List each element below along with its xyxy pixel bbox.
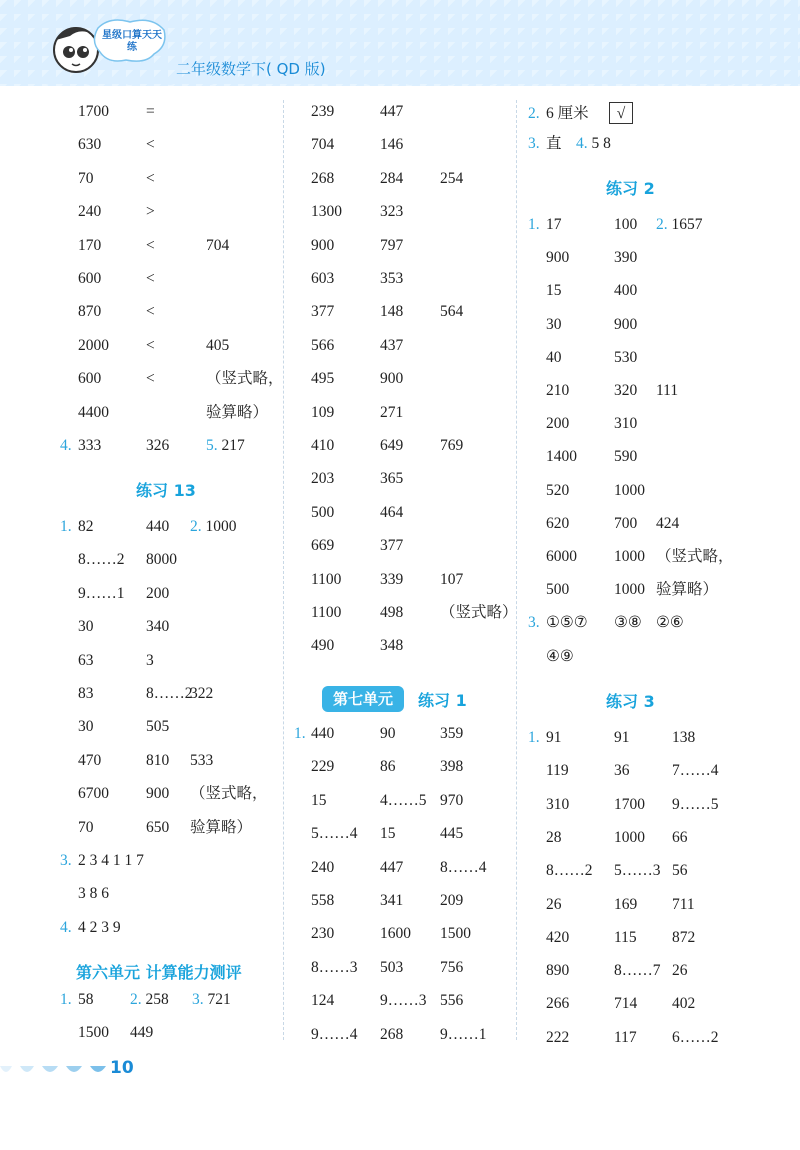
answer-cell: 440 <box>311 725 335 742</box>
answer-cell: 109 <box>311 403 335 421</box>
answer-cell: 9……5 <box>672 795 719 813</box>
answer-cell: 339 <box>380 570 404 588</box>
answer-cell: 890 <box>546 962 570 980</box>
answer-cell: 6……2 <box>672 1028 719 1046</box>
answer-cell: 900 <box>614 315 638 333</box>
answer-cell: 340 <box>146 618 170 636</box>
answer-cell: 15 <box>546 282 562 300</box>
answer-cell: 590 <box>614 448 638 466</box>
answer-cell <box>206 434 245 458</box>
answer-cell: 66 <box>672 828 688 846</box>
answer-cell: 8……7 <box>614 962 661 980</box>
answer-cell: 28 <box>546 828 562 846</box>
answer-cell: 490 <box>311 637 335 655</box>
answer-cell: 239 <box>311 103 335 120</box>
answer-cell: 870 <box>78 303 102 321</box>
answer-cell: 17 <box>546 216 562 233</box>
answer-cell: 8……2 <box>546 862 593 880</box>
answer-cell: 222 <box>546 1028 570 1046</box>
answer-cell: < <box>146 370 155 388</box>
answer-cell: 398 <box>440 758 464 776</box>
answer-cell: 30 <box>546 315 562 333</box>
answer-cell: 1100 <box>311 570 342 588</box>
answer-cell: < <box>146 169 155 187</box>
answer-cell: √ <box>616 105 626 122</box>
question-number: 4. <box>576 135 588 152</box>
answer-cell: 500 <box>546 581 570 599</box>
question-number: 3. <box>192 991 204 1008</box>
answer-cell: 4 2 3 9 <box>78 918 121 936</box>
answer-cell: 170 <box>78 236 102 254</box>
answer-cell: 30 <box>78 718 94 736</box>
answer-cell: 603 <box>311 270 335 287</box>
answer-cell: 83 <box>78 685 94 702</box>
answer-cell: 377 <box>311 303 335 321</box>
answer-text: 217 <box>217 437 245 454</box>
answer-cell: 704 <box>311 136 335 154</box>
answer-cell: 348 <box>380 637 404 655</box>
question-number: 2. <box>190 518 202 535</box>
answer-cell: 970 <box>440 791 464 809</box>
answer-cell: 6 厘米 <box>546 105 589 122</box>
answer-cell: 1. <box>528 729 540 746</box>
answer-cell: 756 <box>440 958 464 976</box>
answer-cell: 26 <box>672 962 688 980</box>
answer-cell <box>576 132 611 156</box>
answer-text: 1000 <box>201 518 237 535</box>
answer-cell: 341 <box>380 892 404 909</box>
answer-cell: 505 <box>146 718 170 736</box>
answer-cell: 107 <box>440 570 464 588</box>
answer-cell: 229 <box>311 758 335 776</box>
answer-cell: 146 <box>380 136 404 154</box>
answer-cell: 1. <box>60 991 72 1008</box>
answer-cell: < <box>146 270 155 287</box>
answer-cell: 390 <box>614 249 638 267</box>
logo-text: 星级口算天天练 <box>102 30 162 53</box>
answer-cell: 240 <box>78 203 102 221</box>
answer-cell: 119 <box>546 762 569 780</box>
answer-cell: 1700 <box>614 795 645 813</box>
answer-cell: 1. <box>528 216 540 233</box>
answer-cell: 30 <box>78 618 94 636</box>
answer-text: 1657 <box>667 216 703 233</box>
answer-cell: < <box>146 236 155 254</box>
answer-cell: 769 <box>440 437 464 454</box>
column-divider-1 <box>283 100 284 1040</box>
answer-cell: 322 <box>190 685 214 702</box>
answer-cell: 405 <box>206 336 230 354</box>
answer-cell: 210 <box>546 382 570 399</box>
answer-cell: 203 <box>311 470 335 488</box>
answer-cell: 100 <box>614 216 638 233</box>
answer-cell: 310 <box>614 415 638 433</box>
answer-cell <box>130 988 169 1012</box>
answer-cell: ④⑨ <box>546 647 574 665</box>
answer-cell: 验算略） <box>656 581 719 599</box>
answer-cell: 200 <box>146 584 170 602</box>
answer-cell: 558 <box>311 892 335 909</box>
answer-cell: 284 <box>380 169 404 187</box>
unit-7-badge: 第七单元 <box>322 686 404 712</box>
answer-cell: 498 <box>380 604 404 621</box>
answer-cell: （竖式略， <box>656 548 734 565</box>
answer-cell: 323 <box>380 203 404 221</box>
answer-cell: 503 <box>380 958 404 976</box>
answer-cell: 91 <box>546 729 562 746</box>
answer-cell: 200 <box>546 415 570 433</box>
answer-cell: 36 <box>614 762 630 780</box>
answer-cell: 1500 <box>440 925 471 943</box>
answer-cell: 700 <box>614 514 638 532</box>
answer-cell: 1400 <box>546 448 577 466</box>
answer-cell: 230 <box>311 925 335 943</box>
answer-text: 258 <box>141 991 169 1008</box>
answer-cell: 630 <box>78 136 102 154</box>
answer-cell <box>192 988 231 1012</box>
answer-cell: 1700 <box>78 103 109 120</box>
answer-cell: 4400 <box>78 403 109 421</box>
answer-cell: 810 <box>146 751 170 769</box>
answer-cell <box>656 213 703 237</box>
answer-cell: 138 <box>672 729 696 746</box>
answer-cell: 56 <box>672 862 688 880</box>
answer-cell: 5……3 <box>614 862 661 880</box>
answer-cell: 495 <box>311 370 335 388</box>
answer-cell: 649 <box>380 437 404 454</box>
answer-cell: 900 <box>380 370 404 388</box>
answer-cell: 266 <box>546 995 570 1013</box>
answer-cell: 9……4 <box>311 1025 358 1043</box>
answer-cell: 268 <box>380 1025 404 1043</box>
answer-cell: （竖式略， <box>190 785 268 803</box>
page-number: 10 <box>110 1058 134 1078</box>
answer-cell: 620 <box>546 514 570 532</box>
answer-cell: > <box>146 203 155 221</box>
answer-cell: 254 <box>440 169 464 187</box>
answer-cell: 365 <box>380 470 404 488</box>
section-title-unit-6-test: 第六单元 计算能力测评 <box>76 963 242 982</box>
answer-cell: 556 <box>440 992 464 1010</box>
answer-cell: 63 <box>78 651 94 669</box>
answer-cell: 4. <box>60 437 72 454</box>
book-title: 二年级数学下( QD 版) <box>176 60 326 78</box>
answer-cell: 447 <box>380 103 404 120</box>
answer-cell: 333 <box>78 437 102 454</box>
answer-cell: 240 <box>311 858 335 876</box>
answer-cell: 8……3 <box>311 958 358 976</box>
answer-cell: 70 <box>78 169 94 187</box>
answer-cell: 90 <box>380 725 396 742</box>
answer-cell: 669 <box>311 537 335 555</box>
answer-cell: 直 <box>546 135 562 152</box>
answer-cell <box>190 515 237 539</box>
answer-cell: 326 <box>146 437 170 454</box>
answer-cell: 320 <box>614 382 638 399</box>
answer-cell: 3. <box>528 614 540 632</box>
answer-cell: 8……2 <box>146 685 193 702</box>
answer-cell: 3 <box>146 651 154 669</box>
answer-cell: 124 <box>311 992 335 1010</box>
answer-cell: 1000 <box>614 481 645 499</box>
answer-cell: 449 <box>130 1024 154 1042</box>
answer-cell: 711 <box>672 895 695 913</box>
answer-cell: 268 <box>311 169 335 187</box>
answer-cell: 520 <box>546 481 570 499</box>
answer-cell: （竖式略， <box>206 370 284 388</box>
answer-cell: 445 <box>440 825 464 843</box>
answer-cell: 验算略） <box>190 818 253 836</box>
answer-cell: 600 <box>78 270 102 287</box>
section-title-exercise-2: 练习 2 <box>606 179 655 198</box>
answer-cell: 4. <box>60 918 72 936</box>
answer-cell: 566 <box>311 336 335 354</box>
answer-cell: 169 <box>614 895 638 913</box>
answer-cell: 704 <box>206 236 230 254</box>
answer-cell: 1000 <box>614 581 645 599</box>
answer-cell: 600 <box>78 370 102 388</box>
header-wave-border <box>0 78 800 94</box>
answer-cell: 650 <box>146 818 170 836</box>
answer-cell: 564 <box>440 303 464 321</box>
answer-cell: 40 <box>546 348 562 366</box>
answer-cell: 6000 <box>546 548 577 565</box>
answer-cell: 82 <box>78 518 94 535</box>
answer-cell: 420 <box>546 928 570 946</box>
answer-cell: 310 <box>546 795 570 813</box>
question-number: 5. <box>206 437 218 454</box>
answer-cell: 15 <box>380 825 396 843</box>
answer-cell: 4……5 <box>380 791 427 809</box>
answer-cell: 1000 <box>614 828 645 846</box>
answer-cell: 15 <box>311 791 327 809</box>
answer-cell: 447 <box>380 858 404 876</box>
answer-cell: 117 <box>614 1028 637 1046</box>
answer-cell: 900 <box>311 236 335 254</box>
column-divider-2 <box>516 100 517 1040</box>
answer-cell: 8……2 <box>78 551 125 569</box>
answer-cell: ①⑤⑦ <box>546 614 588 632</box>
answer-cell: 1. <box>294 725 306 742</box>
answer-cell: 111 <box>656 382 679 399</box>
answer-cell: 900 <box>146 785 170 803</box>
answer-cell: 872 <box>672 928 696 946</box>
answer-cell: 70 <box>78 818 94 836</box>
answer-cell: 26 <box>546 895 562 913</box>
answer-cell: 470 <box>78 751 102 769</box>
answer-cell: 500 <box>311 503 335 521</box>
answer-cell: 402 <box>672 995 696 1013</box>
answer-cell: 8000 <box>146 551 177 569</box>
answer-cell: 2. <box>528 105 540 122</box>
answer-cell: 91 <box>614 729 630 746</box>
answer-cell: （竖式略） <box>440 604 518 621</box>
answer-cell: 验算略） <box>206 403 269 421</box>
answer-cell: 533 <box>190 751 214 769</box>
answer-cell: 8……4 <box>440 858 487 876</box>
answer-cell: 377 <box>380 537 404 555</box>
answer-cell: 797 <box>380 236 404 254</box>
answer-cell: 9……1 <box>440 1025 487 1043</box>
answer-cell: 2000 <box>78 336 109 354</box>
answer-cell: 1300 <box>311 203 342 221</box>
answer-cell: 2 3 4 1 1 7 <box>78 852 144 869</box>
answer-cell: 530 <box>614 348 638 366</box>
answer-cell: 1. <box>60 518 72 535</box>
answer-cell: 400 <box>614 282 638 300</box>
answer-cell: 424 <box>656 514 680 532</box>
answer-cell: 437 <box>380 336 404 354</box>
answer-cell: 900 <box>546 249 570 267</box>
answer-cell: 58 <box>78 991 94 1008</box>
checkmark-box <box>609 102 633 124</box>
footer-decoration <box>0 1064 110 1078</box>
answer-cell: 9……3 <box>380 992 427 1010</box>
answer-cell: 464 <box>380 503 404 521</box>
answer-cell: ②⑥ <box>656 614 684 632</box>
answer-cell: 440 <box>146 518 170 535</box>
answer-cell: 271 <box>380 403 404 421</box>
answer-cell: < <box>146 136 155 154</box>
answer-cell: 115 <box>614 928 637 946</box>
section-title-exercise-1: 练习 1 <box>418 691 467 710</box>
answer-cell: 209 <box>440 892 464 909</box>
answer-cell: 353 <box>380 270 404 287</box>
answer-cell: 359 <box>440 725 464 742</box>
answer-cell: 1500 <box>78 1024 109 1042</box>
question-number: 2. <box>656 216 668 233</box>
answer-cell: 1100 <box>311 604 342 621</box>
answer-cell: 3. <box>60 852 72 869</box>
section-title-exercise-13: 练习 13 <box>136 481 196 500</box>
answer-cell: < <box>146 336 155 354</box>
answer-cell: 7……4 <box>672 762 719 780</box>
answer-cell: 410 <box>311 437 335 454</box>
answer-cell: 86 <box>380 758 396 776</box>
question-number: 2. <box>130 991 142 1008</box>
answer-cell: ③⑧ <box>614 614 642 632</box>
answer-cell: 3 8 6 <box>78 885 109 903</box>
answer-cell: 5……4 <box>311 825 358 843</box>
answer-cell: 3. <box>528 135 540 152</box>
answer-text: 5 8 <box>587 135 611 152</box>
answer-cell: 148 <box>380 303 404 321</box>
answer-cell: = <box>146 103 155 120</box>
answer-cell: 6700 <box>78 785 109 803</box>
answer-cell: < <box>146 303 155 321</box>
section-title-exercise-3: 练习 3 <box>606 692 655 711</box>
answer-cell: 1000 <box>614 548 645 565</box>
answer-cell: 1600 <box>380 925 411 943</box>
answer-text: 721 <box>203 991 231 1008</box>
answer-cell: 714 <box>614 995 638 1013</box>
answer-cell: 9……1 <box>78 584 125 602</box>
